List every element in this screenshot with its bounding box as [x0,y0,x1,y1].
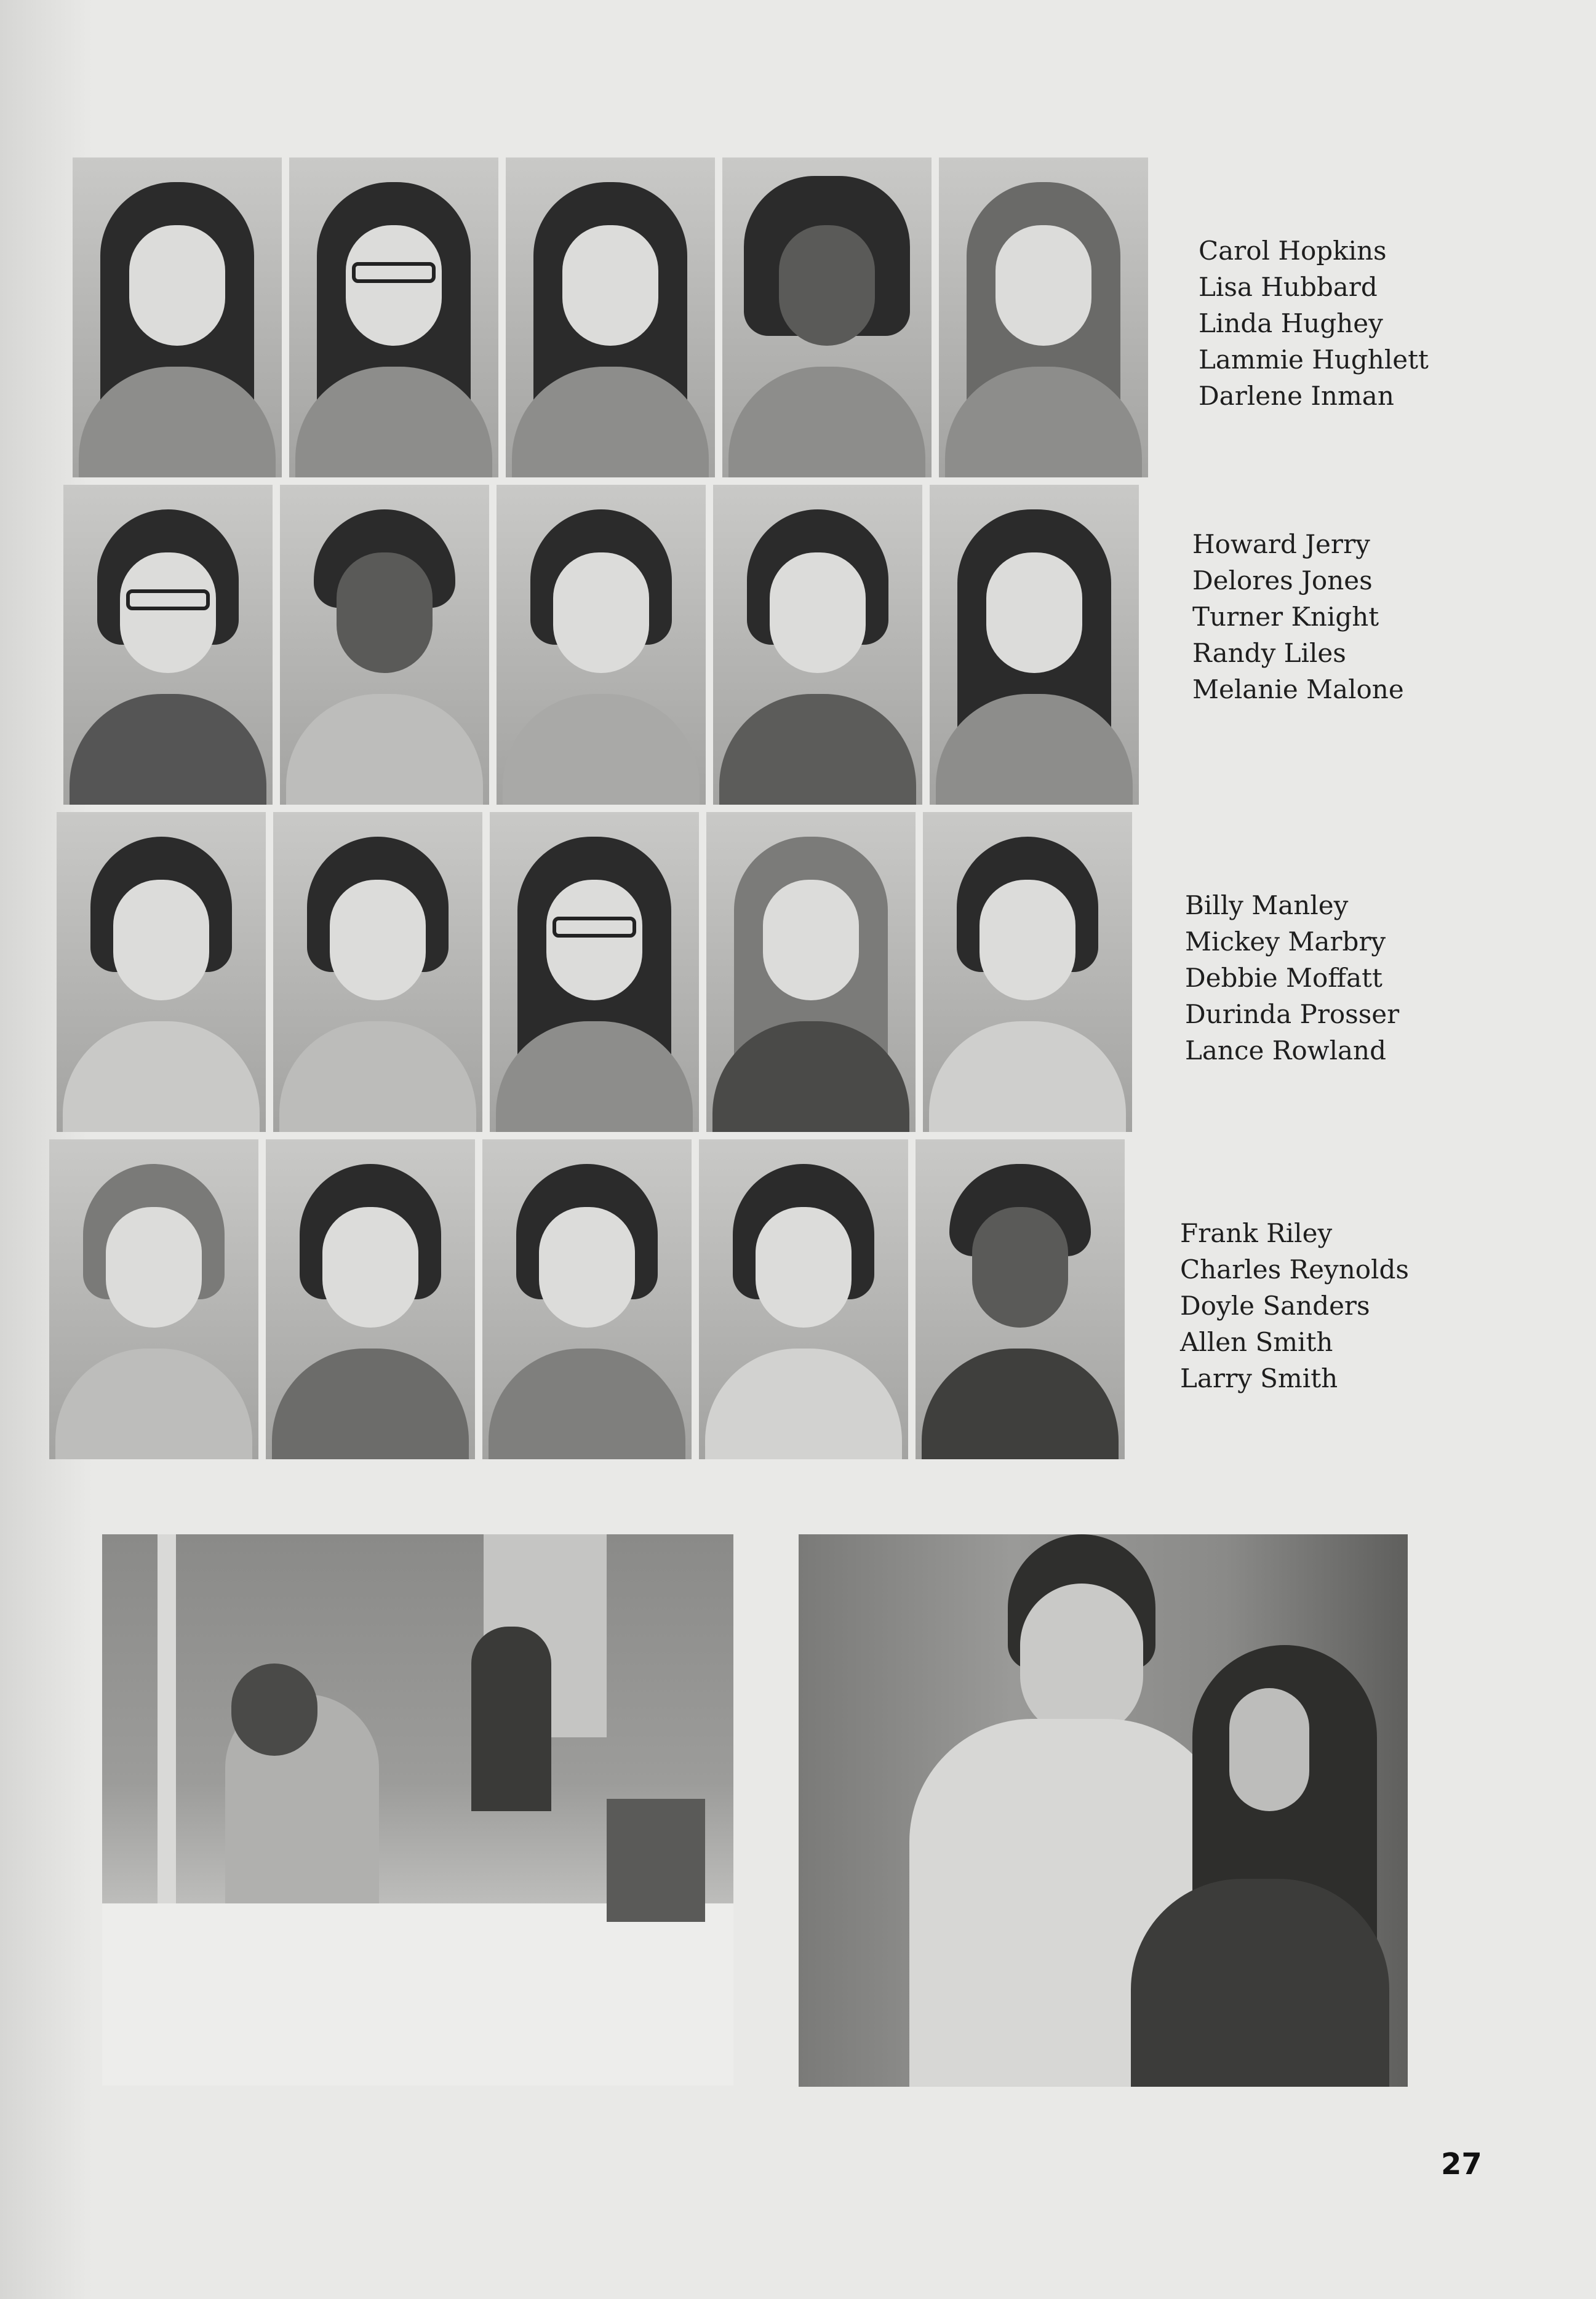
student-name: Randy Liles [1192,638,1346,668]
portrait-photo [506,157,715,477]
student-name: Darlene Inman [1199,381,1394,411]
cafeteria-photo [102,1534,733,2086]
student-name: Delores Jones [1192,565,1373,596]
name-list-4 [1180,1215,1409,1397]
portrait-photo [706,812,916,1132]
portrait-photo [722,157,932,477]
student-name: Lammie Hughlett [1199,345,1429,375]
student-name: Debbie Moffatt [1185,963,1383,993]
portrait-photo [57,812,266,1132]
portrait-photo [49,1139,258,1459]
portrait-photo [289,157,498,477]
portrait-photo [482,1139,692,1459]
student-name: Allen Smith [1180,1327,1333,1357]
student-name: Howard Jerry [1192,529,1370,559]
portrait-photo [713,485,922,805]
portrait-photo [939,157,1148,477]
portrait-photo [273,812,482,1132]
name-list-3 [1185,887,1399,1069]
student-name: Melanie Malone [1192,674,1404,704]
student-name: Lance Rowland [1185,1035,1386,1066]
student-name: Charles Reynolds [1180,1254,1409,1285]
page-number: 27 [1441,2147,1482,2181]
student-name: Billy Manley [1185,890,1349,920]
student-name: Mickey Marbry [1185,926,1386,957]
portrait-photo [63,485,273,805]
name-list-2 [1192,526,1404,707]
student-name: Durinda Prosser [1185,999,1400,1029]
portrait-row-3 [57,812,1132,1132]
student-name: Larry Smith [1180,1363,1338,1393]
student-name: Turner Knight [1192,602,1379,632]
student-name: Carol Hopkins [1199,236,1387,266]
couple-photo [799,1534,1408,2087]
portrait-photo [490,812,699,1132]
portrait-photo [266,1139,475,1459]
portrait-photo [930,485,1139,805]
portrait-row-1 [73,157,1148,477]
portrait-row-2 [63,485,1139,805]
student-name: Linda Hughey [1199,308,1383,338]
portrait-photo [916,1139,1125,1459]
portrait-photo [699,1139,908,1459]
portrait-photo [923,812,1132,1132]
name-list-1 [1199,233,1429,414]
portrait-photo [497,485,706,805]
portrait-row-4 [49,1139,1125,1459]
student-name: Frank Riley [1180,1218,1333,1248]
student-name: Lisa Hubbard [1199,272,1378,302]
portrait-photo [73,157,282,477]
portrait-photo [280,485,489,805]
student-name: Doyle Sanders [1180,1291,1370,1321]
